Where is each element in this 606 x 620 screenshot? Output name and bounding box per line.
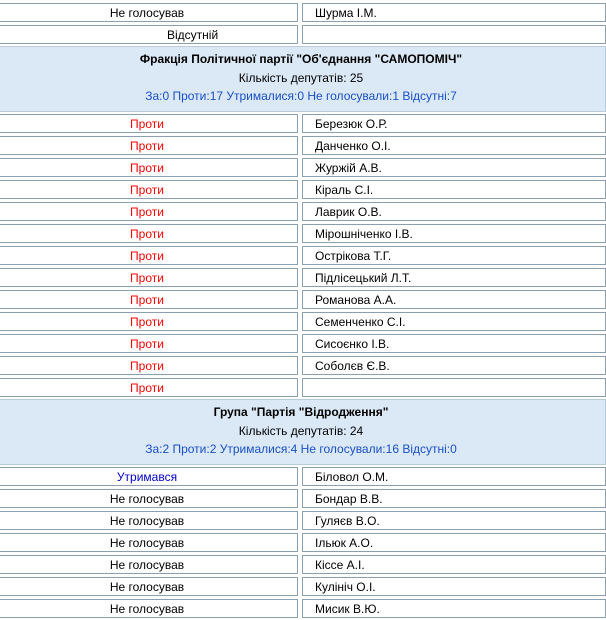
- faction-vote-summary: За:2 Проти:2 Утрималися:4 Не голосували:16 Відсутні:0: [145, 442, 457, 456]
- vote-result-cell: Не голосував: [0, 511, 298, 530]
- table-row: [0, 488, 600, 510]
- vote-result-cell: Проти: [0, 290, 298, 309]
- deputy-name-cell: Журжій А.В.: [302, 158, 606, 177]
- table-row: [0, 113, 600, 135]
- deputy-name-cell: Романова А.А.: [302, 290, 606, 309]
- faction-title: Фракція Політичної партії "Об'єднання "САМОПОМІЧ": [139, 52, 463, 66]
- table-row: [0, 377, 600, 399]
- deputy-name-cell: Кулініч О.І.: [302, 577, 606, 596]
- deputy-name-cell: Березюк О.Р.: [302, 114, 606, 133]
- vote-result-cell: Не голосував: [0, 533, 298, 552]
- table-row: [0, 267, 600, 289]
- deputy-name-cell: Шурма І.М.: [302, 3, 606, 22]
- vote-result-cell: Проти: [0, 224, 298, 243]
- deputy-name-cell: Острікова Т.Г.: [302, 246, 606, 265]
- table-row: [0, 576, 600, 598]
- deputy-name-cell: Ільюк А.О.: [302, 533, 606, 552]
- table-row: [0, 245, 600, 267]
- table-row: [0, 311, 600, 333]
- deputy-name-cell: Біловол О.М.: [302, 467, 606, 486]
- deputy-name-cell: [302, 378, 606, 397]
- deputy-name-cell: Мірошніченко І.В.: [302, 224, 606, 243]
- vote-result-cell: Проти: [0, 136, 298, 155]
- faction-title: Група "Партія "Відродження": [213, 405, 389, 419]
- faction-vote-summary: За:0 Проти:17 Утрималися:0 Не голосували:1 Відсутні:7: [145, 89, 457, 103]
- deputy-name-cell: Підлісецький Л.Т.: [302, 268, 606, 287]
- table-row: [0, 289, 600, 311]
- table-row: [0, 201, 600, 223]
- vote-result-cell: Проти: [0, 378, 298, 397]
- vote-result-cell: Не голосував: [0, 577, 298, 596]
- vote-result-cell: Не голосував: [0, 3, 298, 22]
- table-row: [0, 554, 600, 576]
- deputy-name-cell: Гуляєв В.О.: [302, 511, 606, 530]
- table-row: [0, 157, 600, 179]
- table-row: [0, 179, 600, 201]
- vote-result-cell: Не голосував: [0, 489, 298, 508]
- vote-result-cell: Не голосував: [0, 555, 298, 574]
- vote-result-cell: Проти: [0, 356, 298, 375]
- deputy-name-cell: Кіссе А.І.: [302, 555, 606, 574]
- vote-result-cell: Відсутній: [0, 25, 298, 44]
- deputy-name-cell: Кіраль С.І.: [302, 180, 606, 199]
- table-row: [0, 24, 600, 46]
- vote-result-cell: Проти: [0, 268, 298, 287]
- vote-result-cell: Проти: [0, 114, 298, 133]
- faction-header: [0, 399, 606, 465]
- vote-result-cell: Проти: [0, 246, 298, 265]
- table-row: [0, 510, 600, 532]
- table-row: [0, 2, 600, 24]
- vote-result-cell: Проти: [0, 180, 298, 199]
- vote-result-cell: Не голосував: [0, 599, 298, 618]
- deputy-name-cell: Бондар В.В.: [302, 489, 606, 508]
- vote-result-cell: Утримався: [0, 467, 298, 486]
- table-row: [0, 355, 600, 377]
- table-row: [0, 333, 600, 355]
- vote-result-cell: Проти: [0, 312, 298, 331]
- deputy-name-cell: Сисоєнко І.В.: [302, 334, 606, 353]
- deputy-name-cell: Лаврик О.В.: [302, 202, 606, 221]
- table-row: [0, 223, 600, 245]
- faction-deputy-count: Кількість депутатів: 25: [238, 71, 364, 85]
- deputy-name-cell: Мисик В.Ю.: [302, 599, 606, 618]
- vote-result-cell: Проти: [0, 158, 298, 177]
- deputy-name-cell: Данченко О.І.: [302, 136, 606, 155]
- table-row: [0, 135, 600, 157]
- faction-deputy-count: Кількість депутатів: 24: [238, 424, 364, 438]
- table-row: [0, 466, 600, 488]
- vote-result-cell: Проти: [0, 334, 298, 353]
- deputy-name-cell: Семенченко С.І.: [302, 312, 606, 331]
- deputy-name-cell: Соболєв Є.В.: [302, 356, 606, 375]
- table-row: [0, 532, 600, 554]
- faction-header: [0, 46, 606, 112]
- table-row: [0, 598, 600, 620]
- vote-result-cell: Проти: [0, 202, 298, 221]
- deputy-name-cell: [302, 25, 606, 44]
